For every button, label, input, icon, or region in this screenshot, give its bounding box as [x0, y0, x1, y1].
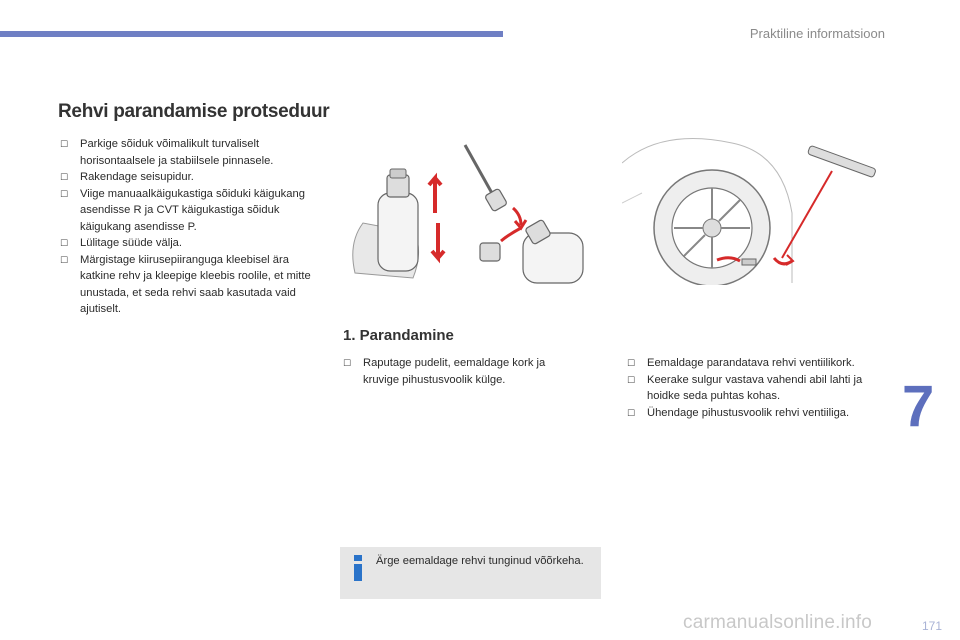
page-title: Rehvi parandamise protseduur — [58, 101, 330, 122]
wheel-valve-illustration — [622, 133, 885, 285]
repair-steps-left — [343, 355, 583, 388]
section-header: Praktiline informatsioon — [749, 26, 885, 41]
list-item: ☐ Ühendage pihustusvoolik rehvi ventiiliga. — [627, 405, 892, 422]
list-item: ☐ Lülitage süüde välja. — [60, 235, 322, 252]
list-item: ☐ Keerake sulgur vastava vahendi abil lahti ja hoidke seda puhtas kohas. — [627, 372, 892, 405]
list-item: ☐ Parkige sõiduk võimalikult turvaliselt horisontaalsele ja stabiilsele pinnasele. — [60, 136, 322, 169]
list-item: ☐ Raputage pudelit, eemaldage kork ja kruvige pihustusvoolik külge. — [343, 355, 583, 388]
chapter-number: 7 — [902, 374, 935, 439]
info-box — [340, 547, 601, 599]
list-item: ☐ Viige manuaalkäigukastiga sõiduki käigukang asendisse R ja CVT käigukastiga sõiduk käigukang asendisse P. — [60, 186, 322, 236]
watermark: carmanualsonline.info — [683, 612, 873, 633]
intro-steps-list — [60, 136, 322, 318]
header-accent-bar — [0, 31, 503, 37]
list-item: ☐ Märgistage kiirusepiiranguga kleebisel ära katkine rehv ja kleepige kleebis roolile, et mitte unustada, et seda rehvi saab kasutada vaid ajutiselt. — [60, 252, 322, 318]
bottle-illustration — [343, 133, 590, 285]
list-item: ☐ Rakendage seisupidur. — [60, 169, 322, 186]
list-item: ☐ Eemaldage parandatava rehvi ventiilikork. — [627, 355, 892, 372]
info-text: Ärge eemaldage rehvi tunginud võõrkeha. — [376, 555, 584, 567]
page-number: 171 — [921, 619, 942, 633]
repair-steps-right — [627, 355, 892, 421]
section-heading: 1. Parandamine — [343, 327, 454, 344]
info-icon — [351, 555, 365, 581]
